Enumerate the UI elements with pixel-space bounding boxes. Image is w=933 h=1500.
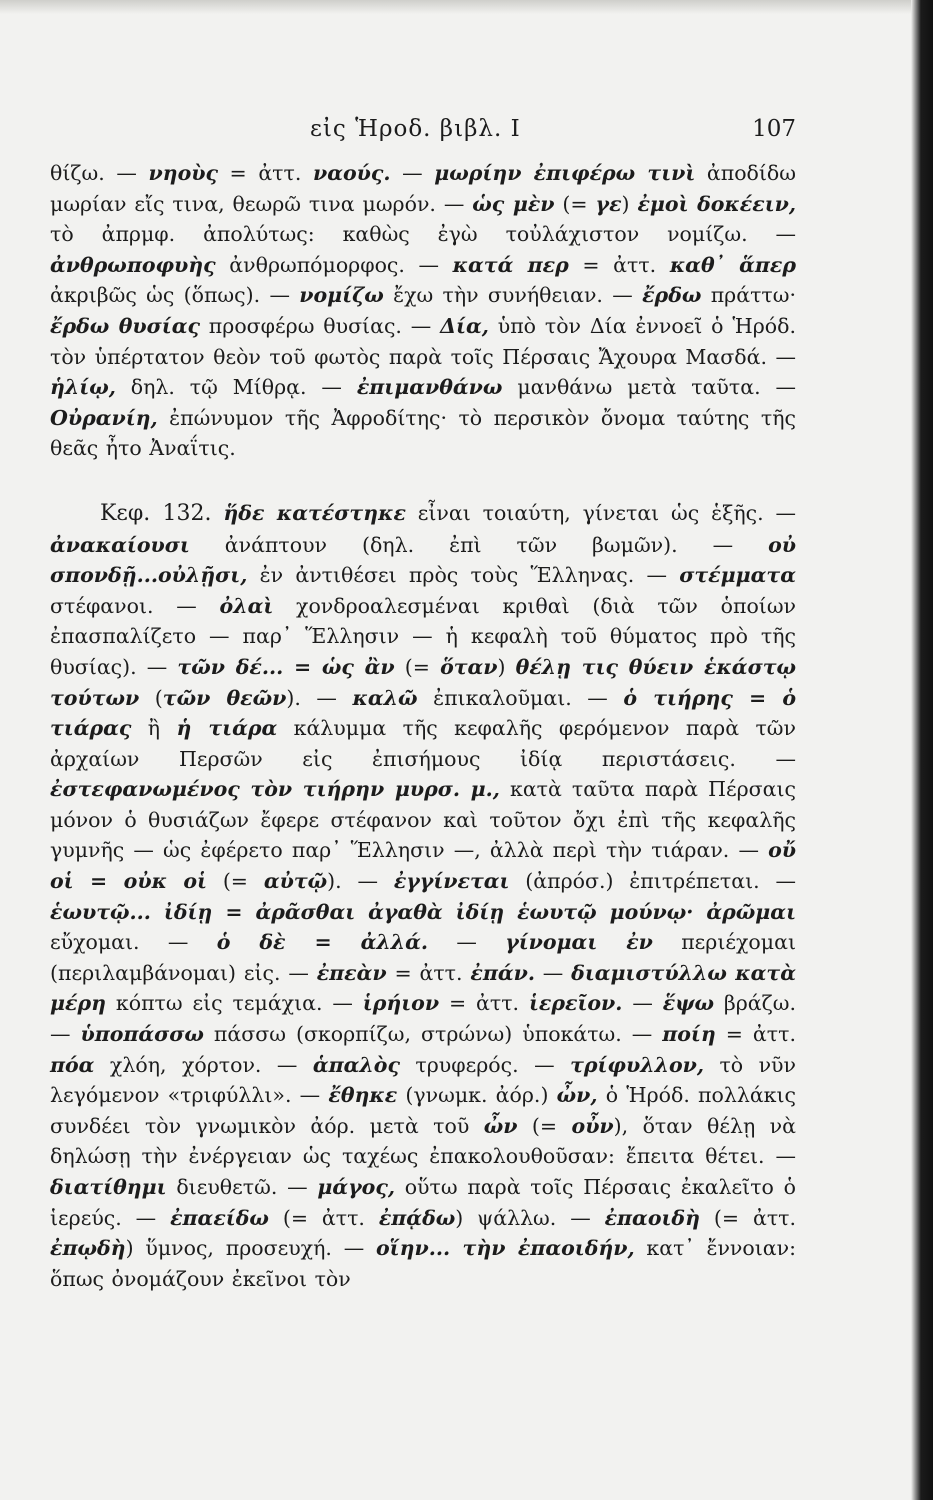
gloss-text: (= [394, 654, 441, 679]
gloss-text: (γνωμκ. ἀόρ.) [397, 1083, 557, 1108]
gloss-text: εἶναι τοιαύτη, γίνεται ὡς ἑξῆς. — [405, 500, 796, 525]
lemma-term: ἐπαείδω [170, 1205, 269, 1230]
lemma-term: ὁ δὲ = ἀλλά. [216, 930, 429, 955]
lemma-term: οὔ οἱ = οὐκ οἱ [50, 838, 796, 894]
gloss-text: ἀνάπτουν (δηλ. ἐπὶ τῶν βωμῶν). — [189, 532, 769, 557]
lemma-term: ἕψω [662, 991, 714, 1016]
lemma-term: κατά περ [452, 252, 569, 277]
page-number: 107 [752, 116, 796, 142]
lemma-term: ἐστεφανωμένος τὸν τιήρην μυρσ. μ., [50, 777, 500, 802]
lemma-term: ἐπιμανθάνω [356, 375, 503, 400]
gloss-text: μανθάνω μετὰ ταῦτα. — [502, 375, 796, 400]
gloss-text: κατὰ ταῦτα παρὰ Πέρσαις μόνον ὁ θυσιάζων ἔφερε στέφανον καὶ τοῦτον ὄχι ἐπὶ τῆς κεφαλῆς γυμνῆς — ὡς ἐφέρετο παρ᾽ Ἕλλησιν —, ἀλλὰ περὶ τὴν τιάραν. — [50, 777, 796, 863]
gloss-text: δηλ. τῷ Μίθρᾳ. — [115, 375, 357, 400]
chapter-heading: Κεφ. 132. [100, 500, 212, 526]
gloss-text: = ἀττ. [386, 960, 471, 985]
gloss-text: ( [139, 685, 163, 710]
lemma-term: ἐπεὰν [316, 960, 387, 985]
lemma-term: διατίθημι [50, 1175, 167, 1199]
lemma-term: οὐ σπονδῇ...οὐλῇσι, [50, 532, 796, 588]
gloss-text: (= ἀττ. [268, 1205, 379, 1230]
lemma-term: τρίφυλλον, [570, 1052, 704, 1077]
gloss-text: — [390, 161, 435, 185]
lemma-term: ἔρδω θυσίας [50, 313, 200, 338]
lemma-term: γίνομαι ἐν [505, 930, 653, 955]
gloss-text: ). — [286, 685, 353, 710]
gloss-text: ) ὕμνος, προσευχή. — [125, 1236, 376, 1261]
gloss-text: κατ᾽ ἔννοιαν: ὅπως ὀνομάζουν ἐκεῖνοι τὸν [50, 1236, 796, 1291]
lemma-term: οὖν [571, 1113, 614, 1138]
lemma-term: ναούς. [312, 161, 391, 185]
gloss-text: τρυφερός. — [399, 1052, 571, 1077]
gloss-text: τὸ ἀπρμφ. ἀπολύτως: καθὼς ἐγὼ τοὐλάχιστον νομίζω. — [50, 222, 796, 247]
gloss-text: (= [554, 191, 596, 216]
gloss-text: = ἀττ. [715, 1022, 796, 1047]
lemma-term: ἥδε κατέστηκε [223, 500, 406, 525]
gloss-text: ἀκριβῶς ὡς (ὅπως). — [50, 283, 300, 308]
gloss-text: πράττω· [701, 283, 796, 308]
gloss-text: = ἀττ. [217, 161, 313, 185]
lemma-term: νομίζω [299, 283, 384, 308]
scan-binding-edge [911, 0, 933, 1500]
gloss-text: ἐπικαλοῦμαι. — [417, 685, 624, 710]
lemma-term: ἀνθρωποφυὴς [50, 252, 216, 277]
lemma-term: γε [595, 191, 622, 216]
gloss-text: ἀνθρωπόμορφος. — [215, 252, 453, 277]
commentary-paragraph-2 [50, 498, 796, 1294]
lemma-term: ἐπᾴδω [378, 1205, 456, 1230]
lemma-term: καλῶ [352, 685, 418, 710]
book-page [50, 112, 796, 1294]
lemma-term: ἐγγίνεται [393, 869, 510, 894]
gloss-text: εὔχομαι. — [50, 930, 217, 955]
gloss-text: θίζω. — [50, 161, 149, 185]
gloss-text: — [622, 991, 663, 1016]
lemma-term: ἔθηκε [328, 1083, 398, 1108]
gloss-text [212, 501, 224, 525]
gloss-text: στέφανοι. — [50, 593, 220, 618]
lemma-term: ἱερεῖον. [528, 991, 623, 1016]
gloss-text: ἢ [131, 716, 177, 741]
gloss-text: οὕτω παρὰ τοῖς Πέρσαις ἐκαλεῖτο ὁ ἱερεύς. — [50, 1175, 796, 1230]
lemma-term: οἵην... τὴν ἐπαοιδήν, [375, 1236, 635, 1261]
gloss-text: ὑπὸ τὸν Δία ἐννοεῖ ὁ Ἡρόδ. τὸν ὑπέρτατον θεὸν τοῦ φωτὸς παρὰ τοῖς Πέρσαις Ἄχουρα Μασδά. — [50, 313, 796, 369]
gloss-text: = ἀττ. [439, 991, 529, 1016]
gloss-text: κόπτω εἰς τεμάχια. — [106, 991, 363, 1016]
gloss-text: ) ψάλλω. — [455, 1205, 605, 1230]
lemma-term: ὦν [483, 1113, 518, 1138]
lemma-term: ὀλαὶ [219, 593, 274, 618]
lemma-term: ὑποπάσσω [80, 1022, 204, 1047]
lemma-term: θέλῃ τις θύειν ἑκάστῳ τούτων [50, 654, 797, 710]
gloss-text: (= ἀττ. [700, 1205, 797, 1230]
commentary-paragraph-1 [50, 158, 796, 464]
gloss-text: ἔχω τὴν συνήθειαν. — [383, 283, 643, 308]
lemma-term: ἁπαλὸς [312, 1052, 400, 1077]
lemma-term: τῶν δέ... = ὡς ἂν [177, 654, 395, 679]
gloss-text: = ἀττ. [568, 252, 670, 277]
gloss-text: ) [497, 654, 516, 679]
lemma-term: ὡς μὲν [472, 191, 555, 216]
lemma-term: ἐπῳδὴ [50, 1236, 126, 1261]
lemma-term: ἱρήιον [362, 991, 440, 1016]
lemma-term: ἡ τιάρα [176, 716, 278, 741]
gloss-text: (ἀπρόσ.) ἐπιτρέπεται. — [509, 869, 796, 894]
lemma-term: καθ᾽ ἅπερ [669, 252, 796, 277]
gloss-text: βράζω. — [50, 991, 796, 1047]
gloss-text: προσφέρω θυσίας. — [199, 313, 441, 338]
lemma-term: ὅταν [440, 654, 498, 679]
gloss-text: διευθετῶ. — [166, 1175, 318, 1199]
gloss-text: — [428, 930, 506, 955]
gloss-text: ἐν ἀντιθέσει πρὸς τοὺς Ἕλληνας. — [247, 563, 680, 588]
lemma-term: ὁ τιήρης = ὁ τιάρας [50, 685, 797, 741]
gloss-text: κάλυμμα τῆς κεφαλῆς φερόμενον παρὰ τῶν ἀρχαίων Περσῶν εἰς ἐπισήμους ἰδίᾳ περιστάσεις. — [50, 716, 796, 771]
page-header [50, 112, 796, 152]
lemma-term: ποίη [662, 1022, 716, 1047]
lemma-term: ἔρδω [642, 283, 702, 308]
lemma-term: διαμιστύλλω κατὰ μέρη [50, 960, 796, 1016]
lemma-term: Οὐρανίη, [50, 405, 158, 430]
lemma-term: ἡλίῳ, [50, 375, 116, 400]
lemma-term: μάγος, [317, 1175, 395, 1199]
running-title: εἰς Ἡροδ. βιβλ. Ι [310, 116, 521, 142]
lemma-term: νηοὺς [148, 161, 218, 185]
gloss-text: πάσσω (σκορπίζω, στρώνω) ὑποκάτω. — [203, 1022, 663, 1047]
gloss-text: περιέχομαι (περιλαμβάνομαι) εἰς. — [50, 930, 796, 985]
gloss-text: (= [206, 869, 264, 894]
gloss-text: ) [621, 191, 638, 216]
gloss-text: ). — [327, 869, 394, 894]
lemma-term: στέμματα [679, 563, 796, 588]
gloss-text: — [534, 960, 572, 985]
lemma-term: ἀνακαίουσι [50, 532, 190, 557]
gloss-text: χονδροαλεσμέναι κριθαὶ (διὰ τῶν ὁποίων ἐπασπαλίζετο — παρ᾽ Ἕλλησιν — ἡ κεφαλὴ τοῦ θύματος πρὸ τῆς θυσίας). — [50, 593, 796, 679]
gloss-text: ὁ Ἡρόδ. πολλάκις συνδέει τὸν γνωμικὸν ἀόρ. μετὰ τοῦ [50, 1083, 797, 1138]
lemma-term: ὦν, [556, 1083, 598, 1108]
lemma-term: μωρίην ἐπιφέρω τινὶ [434, 161, 696, 185]
gloss-text: τὸ νῦν λεγόμενον «τριφύλλι». — [50, 1052, 796, 1108]
gloss-text: ἐπώνυμον τῆς Ἀφροδίτης· τὸ περσικὸν ὄνομα ταύτης τῆς θεᾶς ἦτο Ἀναΐτις. [50, 405, 796, 461]
gloss-text: (= [517, 1113, 572, 1138]
lemma-term: ἐμοὶ δοκέειν, [637, 191, 796, 216]
lemma-term: ἐπάν. [470, 960, 535, 985]
scan-top-edge [0, 0, 933, 14]
lemma-term: ἑωυτῷ... ἰδίῃ = ἀρᾶσθαι ἀγαθὰ ἰδίῃ ἑωυτῷ μούνῳ· ἀρῶμαι [50, 899, 796, 924]
gloss-text: χλόη, χόρτον. — [94, 1052, 313, 1077]
lemma-term: τῶν θεῶν [162, 685, 287, 710]
lemma-term: αὐτῷ [263, 869, 328, 894]
lemma-term: ἐπαοιδὴ [604, 1205, 701, 1230]
lemma-term: Δία, [440, 313, 489, 338]
gloss-text: ἀποδίδω μωρίαν εἴς τινα, θεωρῶ τινα μωρόν. — [50, 161, 796, 216]
lemma-term: πόα [50, 1052, 95, 1077]
gloss-text: ), ὅταν θέλῃ νὰ δηλώσῃ τὴν ἐνέργειαν ὡς ταχέως ἐπακολουθοῦσαν: ἔπειτα θέτει. — [50, 1113, 796, 1169]
